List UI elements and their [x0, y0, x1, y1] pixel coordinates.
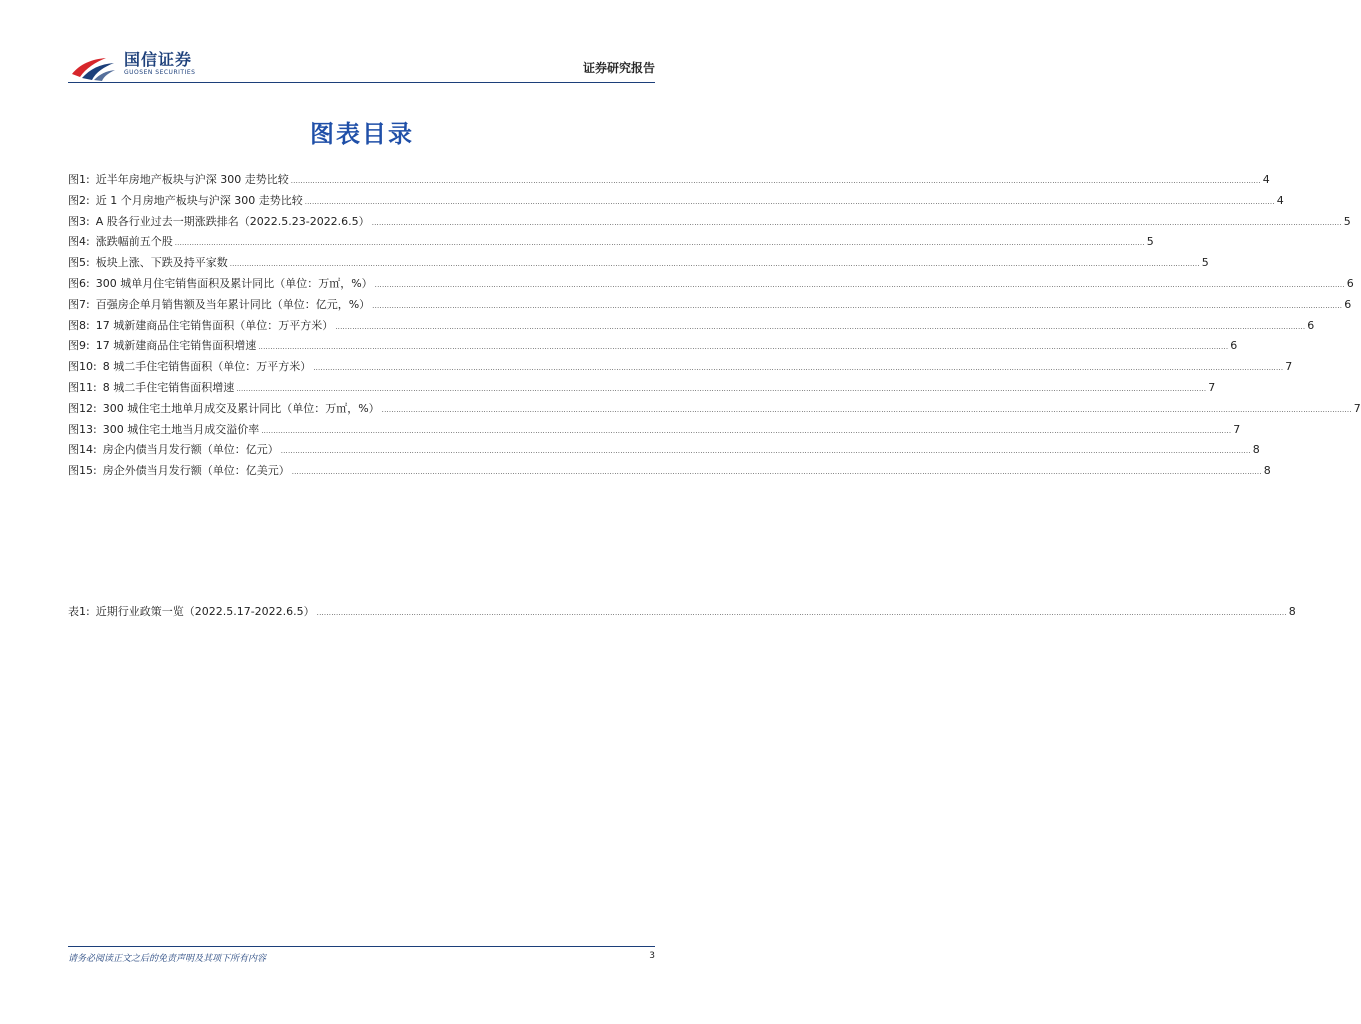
- toc-entry-title: 近 1 个月房地产板块与沪深 300 走势比较: [95, 193, 303, 207]
- toc-entry-label: 图14:: [68, 443, 97, 457]
- toc-entry-title: 300 城住宅土地当月成交溢价率: [102, 422, 260, 436]
- guosen-logo: [68, 50, 195, 82]
- page-title: 图表目录: [310, 120, 414, 148]
- toc-entry-page: 7: [1233, 422, 1241, 436]
- toc-leader-dots: ................................................................................................................................................................................................................................................................................................................................................................................................................: [236, 384, 1207, 393]
- toc-leader-dots: ................................................................................................................................................................................................................................................................................................................................................................................................................: [174, 239, 1145, 248]
- toc-entry-title: 涨跌幅前五个股: [95, 235, 173, 249]
- toc-entry[interactable]: [68, 420, 1241, 441]
- toc-entry-page: 5: [1201, 256, 1209, 270]
- toc-entry-label: 图1:: [68, 173, 90, 186]
- report-type-label: 证券研究报告: [582, 61, 655, 75]
- toc-entry-title: 8 城二手住宅销售面积（单位：万平方米）: [102, 360, 312, 374]
- toc-entry-page: 7: [1208, 380, 1216, 394]
- toc-entry-label: 图6:: [68, 276, 90, 290]
- toc-entry-title: 近半年房地产板块与沪深 300 走势比较: [95, 173, 289, 186]
- toc-entry-label: 图10:: [68, 360, 97, 374]
- toc-entry-page: 5: [1343, 214, 1351, 228]
- toc-leader-dots: ................................................................................................................................................................................................................................................................................................................................................................................................................: [335, 322, 1306, 331]
- toc-entry[interactable]: [68, 212, 1351, 233]
- toc-entry[interactable]: [68, 357, 1293, 378]
- toc-entry[interactable]: [68, 461, 1271, 482]
- toc-entry-title: 17 城新建商品住宅销售面积（单位：万平方米）: [95, 318, 334, 332]
- toc-entry-page: 8: [1252, 443, 1260, 457]
- toc-entry-label: 图12:: [68, 401, 97, 415]
- toc-entry-title: A 股各行业过去一期涨跌排名（2022.5.23-2022.6.5）: [95, 214, 370, 228]
- toc-leader-dots: ................................................................................................................................................................................................................................................................................................................................................................................................................: [229, 260, 1200, 269]
- toc-entry[interactable]: [68, 253, 1209, 274]
- toc-entry-label: 图2:: [68, 193, 90, 207]
- toc-entry-page: 4: [1276, 193, 1284, 207]
- toc-entry[interactable]: [68, 399, 1361, 420]
- toc-entry-page: 6: [1307, 318, 1315, 332]
- toc-leader-dots: ................................................................................................................................................................................................................................................................................................................................................................................................................: [313, 364, 1284, 373]
- guosen-logo-mark-icon: [68, 50, 118, 82]
- toc-entry-page: 6: [1344, 297, 1352, 311]
- toc-entry[interactable]: [68, 336, 1238, 357]
- toc-entry[interactable]: [68, 440, 1260, 461]
- toc-entry[interactable]: [68, 232, 1154, 253]
- toc-entry-page: 8: [1288, 605, 1296, 618]
- toc-entry[interactable]: [68, 295, 1352, 316]
- footer-divider: [68, 946, 655, 947]
- toc-entry-page: 7: [1285, 360, 1293, 374]
- toc-entry-title: 房企内债当月发行额（单位：亿元）: [102, 443, 279, 457]
- toc-leader-dots: ................................................................................................................................................................................................................................................................................................................................................................................................................: [290, 177, 1261, 185]
- toc-entry[interactable]: [68, 602, 1296, 623]
- toc-entry-page: 7: [1353, 401, 1361, 415]
- toc-entry-page: 6: [1230, 339, 1238, 353]
- toc-leader-dots: ................................................................................................................................................................................................................................................................................................................................................................................................................: [374, 280, 1345, 289]
- toc-entry-page: 4: [1262, 173, 1270, 186]
- header-divider: [68, 82, 655, 83]
- toc-entry-label: 图13:: [68, 422, 97, 436]
- toc-entry-page: 5: [1146, 235, 1154, 249]
- toc-leader-dots: ................................................................................................................................................................................................................................................................................................................................................................................................................: [381, 405, 1352, 414]
- toc-entry-label: 表1:: [68, 605, 90, 618]
- toc-entry-title: 板块上涨、下跌及持平家数: [95, 256, 228, 270]
- toc-entry-title: 房企外债当月发行额（单位：亿美元）: [102, 464, 290, 478]
- logo-name-cn: 国信证券: [124, 50, 193, 69]
- toc-leader-dots: ................................................................................................................................................................................................................................................................................................................................................................................................................: [261, 426, 1232, 435]
- toc-entry-label: 图5:: [68, 256, 90, 270]
- toc-entry-label: 图8:: [68, 318, 90, 332]
- toc-entry[interactable]: [68, 191, 1284, 212]
- toc-entry[interactable]: [68, 316, 1315, 337]
- toc-entry-title: 17 城新建商品住宅销售面积增速: [95, 339, 257, 353]
- toc-entry-label: 图9:: [68, 339, 90, 353]
- toc-entry-title: 近期行业政策一览（2022.5.17-2022.6.5）: [95, 605, 315, 618]
- table-list: [68, 602, 1296, 623]
- toc-entry-label: 图4:: [68, 235, 90, 249]
- toc-leader-dots: ................................................................................................................................................................................................................................................................................................................................................................................................................: [291, 468, 1262, 477]
- toc-entry[interactable]: [68, 274, 1354, 295]
- toc-entry-label: 图7:: [68, 297, 90, 311]
- toc-entry-title: 8 城二手住宅销售面积增速: [102, 380, 235, 394]
- toc-entry-label: 图3:: [68, 214, 90, 228]
- toc-entry[interactable]: [68, 378, 1216, 399]
- toc-entry-label: 图15:: [68, 464, 97, 478]
- toc-leader-dots: ................................................................................................................................................................................................................................................................................................................................................................................................................: [371, 218, 1342, 227]
- toc-entry-title: 百强房企单月销售额及当年累计同比（单位：亿元，%）: [95, 297, 371, 311]
- toc-leader-dots: ................................................................................................................................................................................................................................................................................................................................................................................................................: [316, 609, 1287, 617]
- toc-entry[interactable]: [68, 170, 1270, 191]
- page-number: 3: [649, 951, 655, 961]
- figure-list: [68, 170, 1361, 482]
- toc-entry-title: 300 城住宅土地单月成交及累计同比（单位：万㎡，%）: [102, 401, 380, 415]
- toc-entry-page: 6: [1346, 276, 1354, 290]
- footer-disclaimer: 请务必阅读正文之后的免责声明及其项下所有内容: [68, 954, 267, 964]
- toc-leader-dots: ................................................................................................................................................................................................................................................................................................................................................................................................................: [258, 343, 1229, 352]
- toc-leader-dots: ................................................................................................................................................................................................................................................................................................................................................................................................................: [304, 197, 1275, 206]
- page-header: [68, 50, 655, 86]
- toc-leader-dots: ................................................................................................................................................................................................................................................................................................................................................................................................................: [280, 447, 1251, 456]
- toc-entry-label: 图11:: [68, 380, 97, 394]
- logo-name-en: GUOSEN SECURITIES: [124, 69, 196, 76]
- toc-entry-title: 300 城单月住宅销售面积及累计同比（单位：万㎡，%）: [95, 276, 373, 290]
- toc-leader-dots: ................................................................................................................................................................................................................................................................................................................................................................................................................: [372, 301, 1343, 310]
- toc-entry-page: 8: [1263, 464, 1271, 478]
